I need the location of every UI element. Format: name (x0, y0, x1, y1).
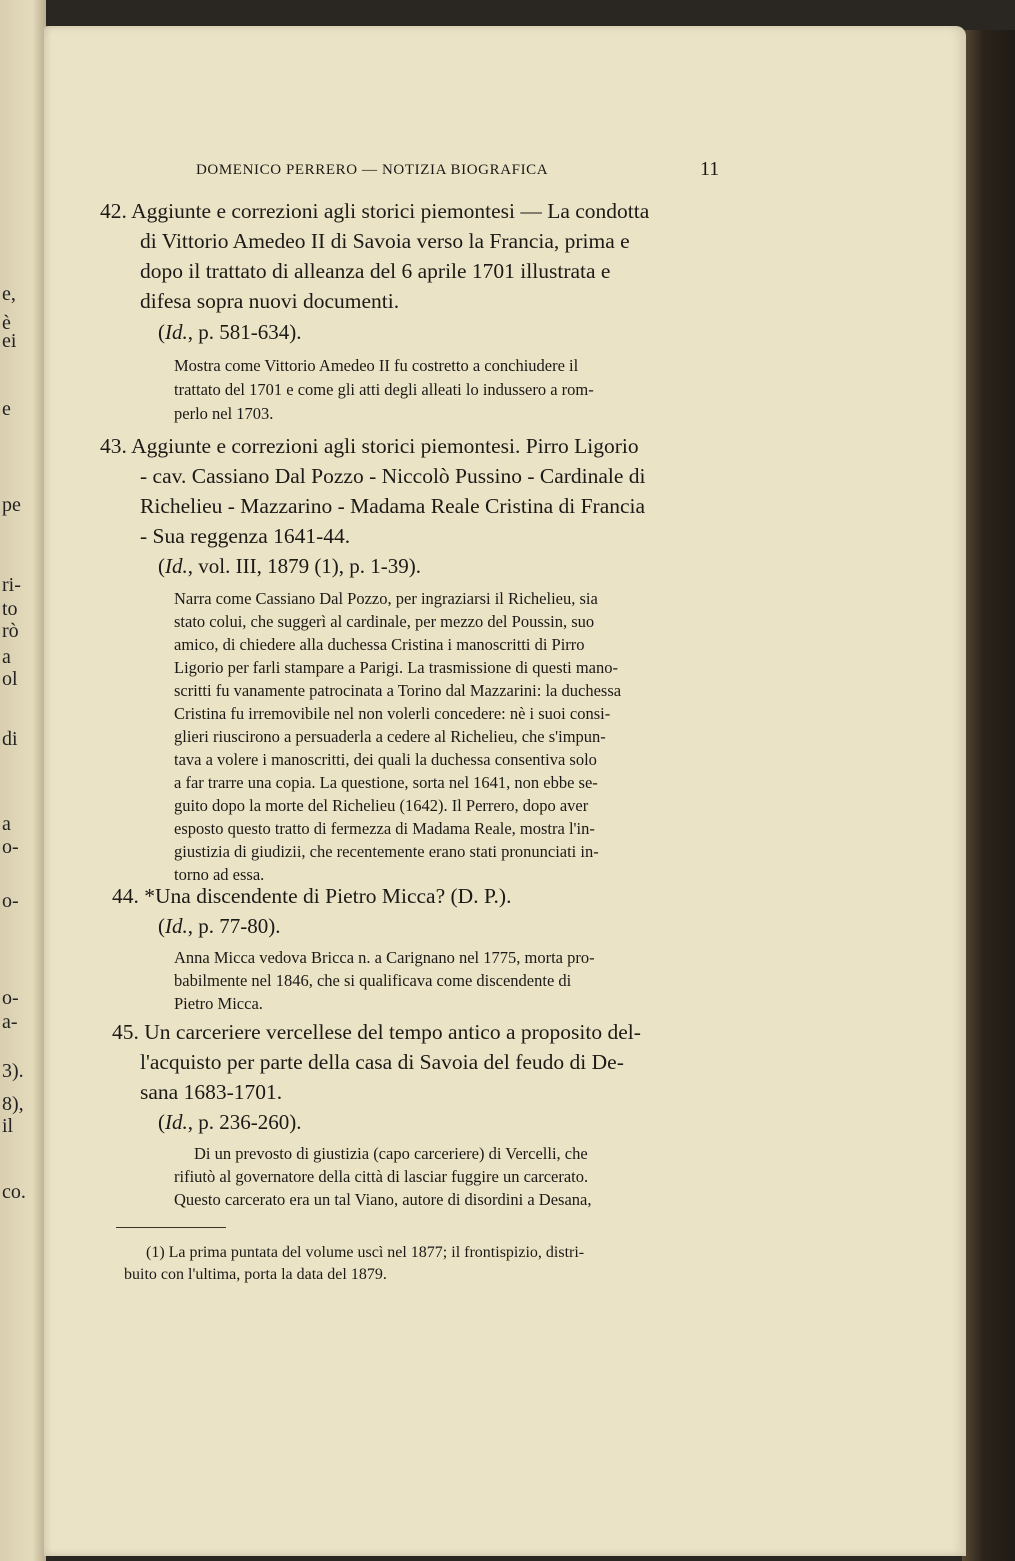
entry-43-note-line: a far trarre una copia. La questione, sorta nel 1641, non ebbe se- (174, 773, 598, 792)
footnote-line: buito con l'ultima, porta la data del 1879. (124, 1266, 387, 1283)
entry-43-note-line: scritti fu vanamente patrocinata a Torino dal Mazzarini: la duchessa (174, 681, 622, 700)
previous-page-fragment: ei (2, 330, 17, 352)
previous-page-fragment: 3). (2, 1060, 24, 1082)
running-title: DOMENICO PERRERO — NOTIZIA BIOGRAFICA (196, 162, 549, 178)
entry-43-reference: (Id., vol. III, 1879 (1), p. 1-39). (158, 554, 422, 578)
entry-44-reference: (Id., p. 77-80). (158, 914, 281, 938)
previous-page-fragment: è (2, 312, 11, 334)
entry-43-note-line: stato colui, che suggerì al cardinale, per mezzo del Poussin, suo (174, 612, 595, 631)
entry-43-note-line: glieri riuscirono a persuaderla a cedere al Richelieu, che s'impun- (174, 727, 606, 746)
page-number: 11 (700, 158, 720, 180)
entry-42-line: dopo il trattato di alleanza del 6 aprile 1701 illustrata e (140, 259, 611, 283)
previous-page-fragment: o- (2, 987, 19, 1009)
entry-43-note-line: guito dopo la morte del Richelieu (1642). Il Perrero, dopo aver (174, 796, 589, 815)
previous-page-fragment: il (2, 1115, 14, 1137)
entry-45-line: l'acquisto per parte della casa di Savoia del feudo di De- (140, 1050, 624, 1074)
entry-45-note-line: rifiutò al governatore della città di lasciar fuggire un carcerato. (174, 1167, 589, 1186)
entry-42-line: di Vittorio Amedeo II di Savoia verso la Francia, prima e (140, 229, 630, 253)
entry-45-line: 45. Un carceriere vercellese del tempo antico a proposito del- (112, 1020, 641, 1044)
entry-43-line: - cav. Cassiano Dal Pozzo - Niccolò Pussino - Cardinale di (140, 464, 646, 488)
book-page (44, 26, 966, 1556)
book-edge (962, 30, 1015, 1561)
entry-43-note-line: Narra come Cassiano Dal Pozzo, per ingraziarsi il Richelieu, sia (174, 589, 598, 608)
entry-43-note-line: esposto questo tratto di fermezza di Madama Reale, mostra l'in- (174, 819, 595, 838)
entry-45-note-line: Questo carcerato era un tal Viano, autore di disordini a Desana, (174, 1190, 592, 1209)
entry-42-note-line: trattato del 1701 e come gli atti degli alleati lo indussero a rom- (174, 380, 594, 399)
previous-page-edge (0, 0, 46, 1561)
previous-page-fragment: co. (2, 1181, 26, 1203)
entry-45-reference: (Id., p. 236-260). (158, 1110, 302, 1134)
entry-43-note-line: torno ad essa. (174, 865, 265, 884)
previous-page-fragment: di (2, 728, 18, 750)
entry-42-line: difesa sopra nuovi documenti. (140, 289, 400, 313)
entry-44-note-line: Pietro Micca. (174, 994, 263, 1013)
previous-page-fragment: 8), (2, 1093, 24, 1115)
entry-43-note-line: amico, di chiedere alla duchessa Cristina i manoscritti di Pirro (174, 635, 585, 654)
entry-42-reference: (Id., p. 581-634). (158, 320, 302, 344)
previous-page-fragment: a (2, 646, 11, 668)
previous-page-fragment: rò (2, 620, 19, 642)
entry-43-line: Richelieu - Mazzarino - Madama Reale Cristina di Francia (140, 494, 646, 518)
entry-44-line: 44. *Una discendente di Pietro Micca? (D. P.). (112, 884, 512, 908)
previous-page-fragment: ol (2, 668, 18, 690)
entry-44-note-line: babilmente nel 1846, che si qualificava come discendente di (174, 971, 572, 990)
previous-page-fragment: o- (2, 836, 19, 858)
previous-page-fragment: to (2, 598, 18, 620)
entry-42-note-line: perlo nel 1703. (174, 404, 274, 423)
entry-43-note-line: Ligorio per farli stampare a Parigi. La trasmissione di questi mano- (174, 658, 619, 677)
previous-page-fragment: o- (2, 890, 19, 912)
previous-page-fragment: a- (2, 1011, 18, 1033)
previous-page-fragment: e (2, 398, 11, 420)
footnote-line: (1) La prima puntata del volume uscì nel 1877; il frontispizio, distri- (146, 1244, 585, 1261)
entry-45-line: sana 1683-1701. (140, 1080, 283, 1104)
footnote-rule (116, 1227, 226, 1228)
entry-45-note-line: Di un prevosto di giustizia (capo carceriere) di Vercelli, che (194, 1144, 588, 1163)
previous-page-fragment: pe (2, 494, 21, 516)
entry-43-note-line: giustizia di giudizii, che recentemente erano stati pronunciati in- (174, 842, 599, 861)
entry-42-note-line: Mostra come Vittorio Amedeo II fu costretto a conchiudere il (174, 356, 579, 375)
entry-43-note-line: tava a volere i manoscritti, dei quali la duchessa consentiva solo (174, 750, 597, 769)
entry-43-line: - Sua reggenza 1641-44. (140, 524, 351, 548)
entry-42-line: 42. Aggiunte e correzioni agli storici piemontesi — La condotta (100, 199, 650, 223)
entry-44-note-line: Anna Micca vedova Bricca n. a Carignano nel 1775, morta pro- (174, 948, 595, 967)
previous-page-fragment: e, (2, 283, 16, 305)
previous-page-fragment: a (2, 813, 11, 835)
entry-43-line: 43. Aggiunte e correzioni agli storici piemontesi. Pirro Ligorio (100, 434, 639, 458)
previous-page-fragment: ri- (2, 574, 21, 596)
entry-43-note-line: Cristina fu irremovibile nel non volerli concedere: nè i suoi consi- (174, 704, 611, 723)
